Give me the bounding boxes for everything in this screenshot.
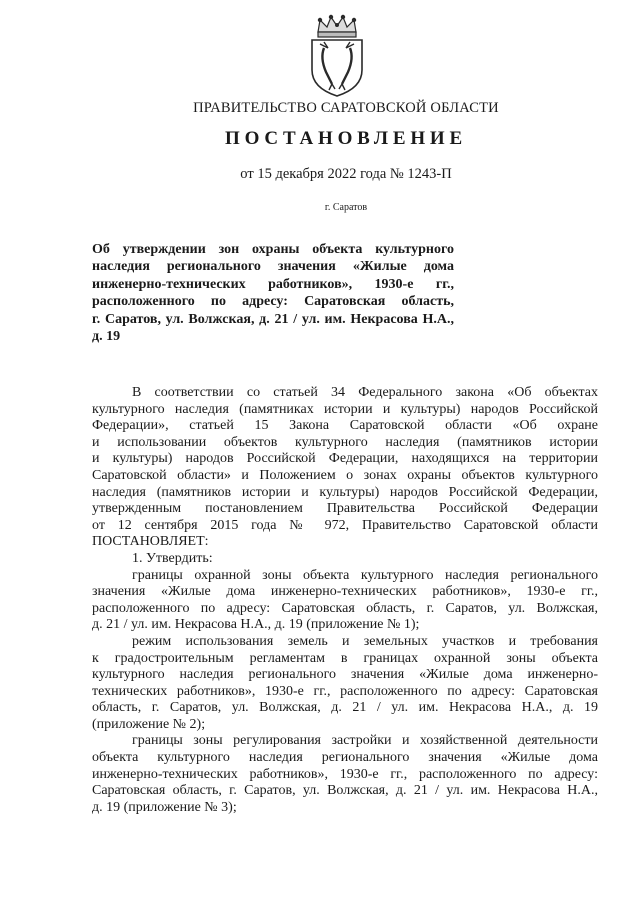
document-title: [92, 241, 454, 345]
body-line: д. 19 (приложение № 3);: [92, 799, 237, 815]
body-line: и использовании объектов культурного наследия (памятников истории: [92, 434, 598, 450]
body-line: утвержденным постановлением Правительства Российской Федерации: [92, 501, 598, 517]
body-line: Саратовская область, г. Саратов, ул. Волжская, д. 21 / ул. им. Некрасова Н.А.,: [92, 783, 598, 799]
body-line: и культуры) народов Российской Федерации, находящихся на территории: [92, 451, 598, 467]
body-line: область, г. Саратов, ул. Волжская, д. 21 / ул. им. Некрасова Н.А., д. 19: [92, 700, 598, 716]
title-line: инженерно-технических работников», 1930-е гг.,: [92, 276, 454, 292]
body-line: инженерно-технических работников», 1930-е гг., расположенного по адресу:: [92, 766, 598, 782]
body-line: д. 21 / ул. им. Некрасова Н.А., д. 19 (приложение № 1);: [92, 617, 420, 633]
body-line: к градостроительным регламентам в границах охранной зоны объекта: [92, 650, 598, 666]
title-line: д. 19: [92, 328, 121, 344]
body-line: культурного наследия (памятниках истории и культуры) народов Российской: [92, 401, 598, 417]
body-line: наследия (памятников истории и культуры) народов Российской Федерации,: [92, 484, 598, 500]
body-line: объекта культурного наследия регионального значения «Жилые дома: [92, 750, 598, 766]
government-name: ПРАВИТЕЛЬСТВО САРАТОВСКОЙ ОБЛАСТИ: [193, 100, 499, 116]
body-line: Саратовской области» и Положением о зонах охраны объектов культурного: [92, 467, 598, 483]
title-line: расположенного по адресу: Саратовская область,: [92, 294, 454, 310]
body-line: границы охранной зоны объекта культурного наследия регионального: [132, 567, 598, 583]
body-line: режим использования земель и земельных участков и требования: [132, 633, 598, 649]
body-line: В соответствии со статьей 34 Федерального закона «Об объектах: [132, 385, 598, 400]
title-line: Об утверждении зон охраны объекта культурного: [92, 242, 454, 257]
title-line: г. Саратов, ул. Волжская, д. 21 / ул. им. Некрасова Н.А.,: [92, 311, 454, 327]
document-body: [92, 385, 598, 816]
date-number: от 15 декабря 2022 года № 1243-П: [240, 166, 452, 182]
body-line: 1. Утвердить:: [132, 550, 213, 566]
city: г. Саратов: [324, 202, 368, 213]
body-line: от 12 сентября 2015 года № 972, Правительство Саратовской области: [92, 517, 598, 533]
document-type: ПОСТАНОВЛЕНИЕ: [225, 128, 467, 149]
body-line: границы зоны регулирования застройки и хозяйственной деятельности: [132, 733, 598, 749]
title-line: наследия регионального значения «Жилые дома: [92, 259, 454, 275]
body-line: Федерации», статьей 15 Закона Саратовской области «Об охране: [92, 418, 598, 434]
saratov-coat-of-arms-icon: [302, 14, 372, 98]
body-line: технических работников», 1930-е гг., расположенного по адресу: Саратовская: [92, 683, 598, 699]
body-line: (приложение № 2);: [92, 716, 206, 732]
body-line: ПОСТАНОВЛЯЕТ:: [92, 534, 209, 550]
body-line: значения «Жилые дома инженерно-технических работников», 1930-е гг.,: [92, 584, 598, 600]
body-line: культурного наследия регионального значения «Жилые дома инженерно-: [92, 667, 598, 683]
body-line: расположенного по адресу: Саратовская область, г. Саратов, ул. Волжская,: [92, 600, 598, 616]
